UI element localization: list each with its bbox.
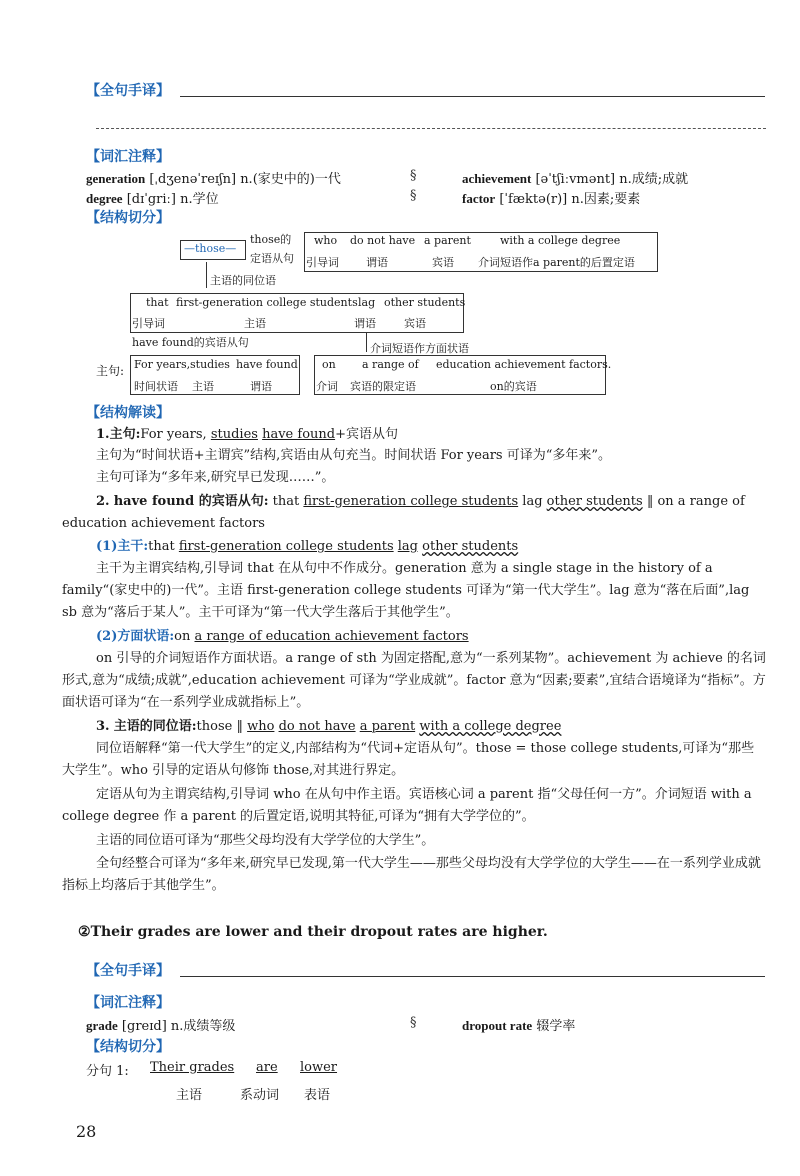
clause-role: 表语 — [304, 1088, 331, 1103]
vocab-item: factor [ˈfæktə(r)] n.因素;要素 — [462, 191, 641, 207]
prep-label: 介词 — [316, 380, 338, 393]
obj-label: 谓语 — [354, 317, 376, 330]
clause-verb: are — [256, 1060, 278, 1075]
rel-label: 宾语 — [432, 256, 454, 269]
paragraph: 主句为“时间状语+主谓宾”结构,宾语由从句充当。时间状语 For years 可译为“多年来”。 — [96, 448, 612, 463]
prep-label: 宾语的限定语 — [350, 380, 416, 393]
rel-label: 谓语 — [366, 256, 388, 269]
main-label: 谓语 — [250, 380, 272, 393]
analysis-label: 【结构解读】 — [86, 405, 170, 421]
prep-range: a range of — [362, 358, 419, 371]
obj-object: other students — [384, 296, 466, 309]
vocab-item: degree [dɪˈgriː] n.学位 — [86, 191, 219, 207]
object-clause-label: have found的宾语从句 — [132, 336, 249, 349]
vocab-item: achievement [əˈtʃiːvmənt] n.成绩;成就 — [462, 171, 689, 187]
main-time: For years, — [134, 358, 191, 371]
heading-2: 2. have found 的宾语从句: that first-generation college students lag other students ‖ on a range of — [96, 494, 745, 509]
clause-label: 分句 1: — [86, 1064, 129, 1079]
clause-role: 系动词 — [240, 1088, 280, 1103]
subheading-2: (2)方面状语:on a range of education achievement factors — [96, 629, 469, 644]
obj-that: that — [146, 296, 169, 309]
obj-label: 引导词 — [132, 317, 165, 330]
paragraph: 主干为主谓宾结构,引导词 that 在从句中不作成分。generation 意为 a single stage in the history of a family“(家史中的)一代”。主语 first-generation college students 可译为“第一代大学生”。lag 意为“落在后面”,lag sb 意为“落后于某人”。主干可译为“第一代大学生落后于其他学生”。 — [62, 561, 750, 620]
subheading-1: (1)主干:that first-generation college students lag other students — [96, 539, 519, 554]
paragraph: 主语的同位语可译为“那些父母均没有大学学位的大学生”。 — [96, 833, 435, 848]
rel-label: 介词短语作a parent的后置定语 — [478, 256, 635, 269]
connector-line — [366, 332, 368, 352]
main-label: 主语 — [192, 380, 214, 393]
clause-subject: Their grades — [150, 1060, 235, 1075]
paragraph: 同位语解释“第一代大学生”的定义,内部结构为“代词+定语从句”。those = those college students,可译为“那些大学生”。who 引导的定语从句修饰 those,对其进行界定。 — [62, 741, 755, 778]
heading-1: 1.主句:For years, studies have found+宾语从句 — [96, 427, 398, 442]
prep-label: on的宾语 — [490, 380, 537, 393]
main-subject: studies — [190, 358, 230, 371]
page-number: 28 — [76, 1122, 97, 1141]
main-label: 时间状语 — [134, 380, 178, 393]
rel-prep: with a college degree — [500, 234, 621, 247]
rel-who: who — [314, 234, 338, 247]
appositive-label: 主语的同位语 — [210, 274, 276, 287]
translation-blank-3[interactable] — [180, 976, 765, 977]
prep-on: on — [322, 358, 336, 371]
rel-verb: do not have — [350, 234, 416, 247]
translation-blank[interactable] — [180, 96, 765, 97]
translate-label-2: 【全句手译】 — [86, 963, 170, 979]
connector-line — [206, 262, 208, 288]
vocab-item: generation [ˌdʒenəˈreɪʃn] n.(家史中的)一代 — [86, 171, 341, 187]
obj-label: 宾语 — [404, 317, 426, 330]
rel-object: a parent — [424, 234, 471, 247]
those-de: those的 — [250, 233, 292, 246]
vocab-item: dropout rate 辍学率 — [462, 1018, 576, 1034]
translation-blank-2[interactable] — [96, 128, 766, 129]
obj-subject: first-generation college students — [176, 296, 358, 309]
structure-label-2: 【结构切分】 — [86, 1039, 170, 1055]
paragraph: 主句可译为“多年来,研究早已发现……”。 — [96, 470, 335, 485]
separator-icon: § — [410, 1015, 417, 1030]
vocab-label: 【词汇注释】 — [86, 149, 170, 165]
separator-icon: § — [410, 188, 417, 203]
attr-clause-label: 定语从句 — [250, 252, 294, 265]
clause-complement: lower — [300, 1060, 338, 1075]
obj-label: 主语 — [244, 317, 266, 330]
clause-role: 主语 — [176, 1088, 203, 1103]
translate-label: 【全句手译】 — [86, 83, 170, 99]
separator-icon: § — [410, 168, 417, 183]
main-verb: have found — [236, 358, 298, 371]
adverbial-label: 介词短语作方面状语 — [370, 342, 469, 355]
paragraph: 定语从句为主谓宾结构,引导词 who 在从句中作主语。宾语核心词 a parent 指“父母任何一方”。介词短语 with a college degree 作 a parent 的后置定语,说明其特征,可译为“拥有大学学位的”。 — [62, 787, 752, 824]
those-word: —those— — [184, 242, 237, 255]
rel-label: 引导词 — [306, 256, 339, 269]
paragraph: 全句经整合可译为“多年来,研究早已发现,第一代大学生——那些父母均没有大学学位的大学生——在一系列学业成就指标上均落后于其他学生”。 — [62, 856, 761, 893]
sentence-2: ②Their grades are lower and their dropout rates are higher. — [78, 924, 548, 940]
paragraph: education achievement factors — [62, 516, 265, 531]
prep-object: education achievement factors. — [436, 358, 612, 371]
vocab-label-2: 【词汇注释】 — [86, 995, 170, 1011]
structure-label: 【结构切分】 — [86, 210, 170, 226]
vocab-item: grade [greɪd] n.成绩等级 — [86, 1018, 236, 1034]
obj-verb: lag — [358, 296, 376, 309]
heading-3: 3. 主语的同位语:those ‖ who do not have a parent with a college degree — [96, 719, 562, 734]
main-clause-label: 主句: — [96, 364, 125, 378]
paragraph: on 引导的介词短语作方面状语。a range of sth 为固定搭配,意为“一系列某物”。achievement 为 achieve 的名词形式,意为“成绩;成就”,education achievement 可译为“学业成就”。factor 意为“因素;要素”,宜结合语境译为“指标”。方面状语可译为“在一系列学业成就指标上”。 — [62, 651, 766, 710]
